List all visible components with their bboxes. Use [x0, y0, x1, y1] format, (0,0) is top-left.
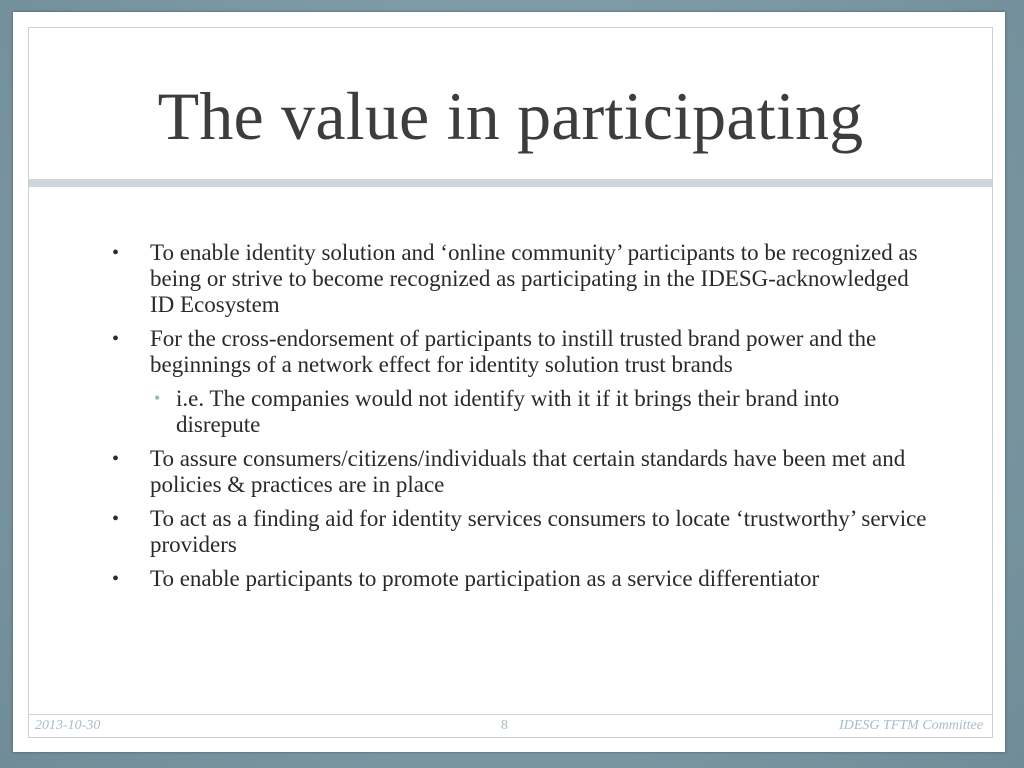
bullet-item	[108, 506, 928, 558]
bullet-item	[108, 326, 928, 378]
footer-divider	[29, 714, 992, 715]
bullet-list	[108, 240, 928, 600]
title-area	[29, 28, 992, 180]
title-divider	[29, 179, 992, 187]
bullet-text: For the cross-endorsement of participants to instill trusted brand power and the beginnings of a network effect for identity solution trust brands	[150, 326, 877, 377]
slide-number: 8	[501, 718, 508, 733]
bullet-marker: •	[112, 448, 120, 470]
footer-date: 2013-10-30	[35, 718, 101, 733]
bullet-item	[108, 446, 928, 498]
bullet-item	[108, 240, 928, 318]
bullet-text: To assure consumers/citizens/individuals that certain standards have been met and policies & practices are in place	[150, 446, 906, 497]
bullet-text: To enable participants to promote participation as a service differentiator	[150, 566, 820, 591]
bullet-marker: •	[112, 508, 120, 530]
sub-bullet-marker: •	[154, 388, 161, 408]
bullet-item	[108, 566, 928, 592]
slide-title: The value in participating	[157, 78, 864, 154]
footer-organization: IDESG TFTM Committee	[839, 718, 983, 733]
bullet-text: To enable identity solution and ‘online community’ participants to be recognized as being or strive to become recognized as participating in the IDESG-acknowledged ID Ecosystem	[150, 240, 918, 317]
bullet-marker: •	[112, 242, 120, 264]
bullet-marker: •	[112, 568, 120, 590]
slide	[13, 12, 1005, 752]
bullet-text: To act as a finding aid for identity services consumers to locate ‘trustworthy’ service providers	[150, 506, 927, 557]
sub-bullet-item	[108, 386, 928, 438]
bullet-marker: •	[112, 328, 120, 350]
sub-bullet-text: i.e. The companies would not identify with it if it brings their brand into disrepute	[176, 386, 840, 437]
